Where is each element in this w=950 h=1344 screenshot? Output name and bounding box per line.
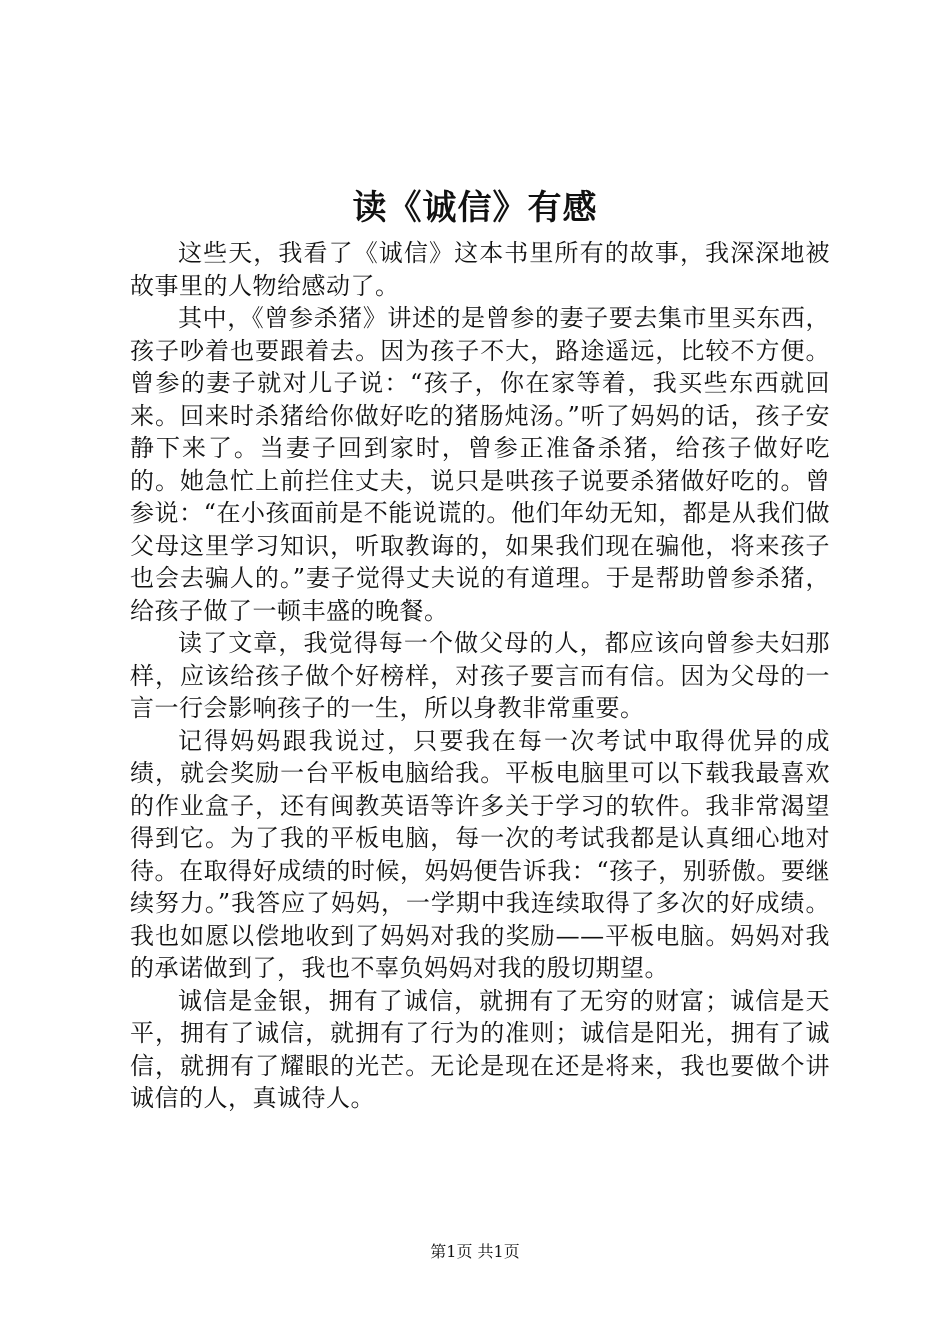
page-footer: 第1页 共1页 bbox=[430, 1242, 520, 1261]
paragraph-3: 读了文章，我觉得每一个做父母的人，都应该向曾参夫妇那样，应该给孩子做个好榜样，对孩子要言而有信。因为父母的一言一行会影响孩子的一生，所以身教非常重要。 bbox=[130, 629, 830, 722]
paragraph-1: 这些天，我看了《诚信》这本书里所有的故事，我深深地被故事里的人物给感动了。 bbox=[130, 239, 830, 300]
paragraph-2: 其中，《曾参杀猪》讲述的是曾参的妻子要去集市里买东西，孩子吵着也要跟着去。因为孩子不大，路途遥远，比较不方便。曾参的妻子就对儿子说：“孩子，你在家等着，我买些东西就回来。回来时杀猪给你做好吃的猪肠炖汤。”听了妈妈的话，孩子安静下来了。当妻子回到家时，曾参正准备杀猪，给孩子做好吃的。她急忙上前拦住丈夫，说只是哄孩子说要杀猪做好吃的。曾参说：“在小孩面前是不能说谎的。他们年幼无知，都是从我们做父母这里学习知识，听取教诲的，如果我们现在骗他，将来孩子也会去骗人的。”妻子觉得丈夫说的有道理。于是帮助曾参杀猪，给孩子做了一顿丰盛的晚餐。 bbox=[130, 304, 830, 625]
paragraph-5: 诚信是金银，拥有了诚信，就拥有了无穷的财富；诚信是天平，拥有了诚信，就拥有了行为的准则；诚信是阳光，拥有了诚信，就拥有了耀眼的光芒。无论是现在还是将来，我也要做个讲诚信的人，真诚待人。 bbox=[130, 986, 830, 1112]
document-body bbox=[130, 237, 830, 1115]
document-title: 读《诚信》有感 bbox=[352, 188, 598, 228]
paragraph-4: 记得妈妈跟我说过，只要我在每一次考试中取得优异的成绩，就会奖励一台平板电脑给我。平板电脑里可以下载我最喜欢的作业盒子，还有闽教英语等许多关于学习的软件。我非常渴望得到它。为了我的平板电脑，每一次的考试我都是认真细心地对待。在取得好成绩的时候，妈妈便告诉我：“孩子，别骄傲。要继续努力。”我答应了妈妈，一学期中我连续取得了多次的好成绩。我也如愿以偿地收到了妈妈对我的奖励——平板电脑。妈妈对我的承诺做到了，我也不辜负妈妈对我的殷切期望。 bbox=[130, 726, 830, 982]
